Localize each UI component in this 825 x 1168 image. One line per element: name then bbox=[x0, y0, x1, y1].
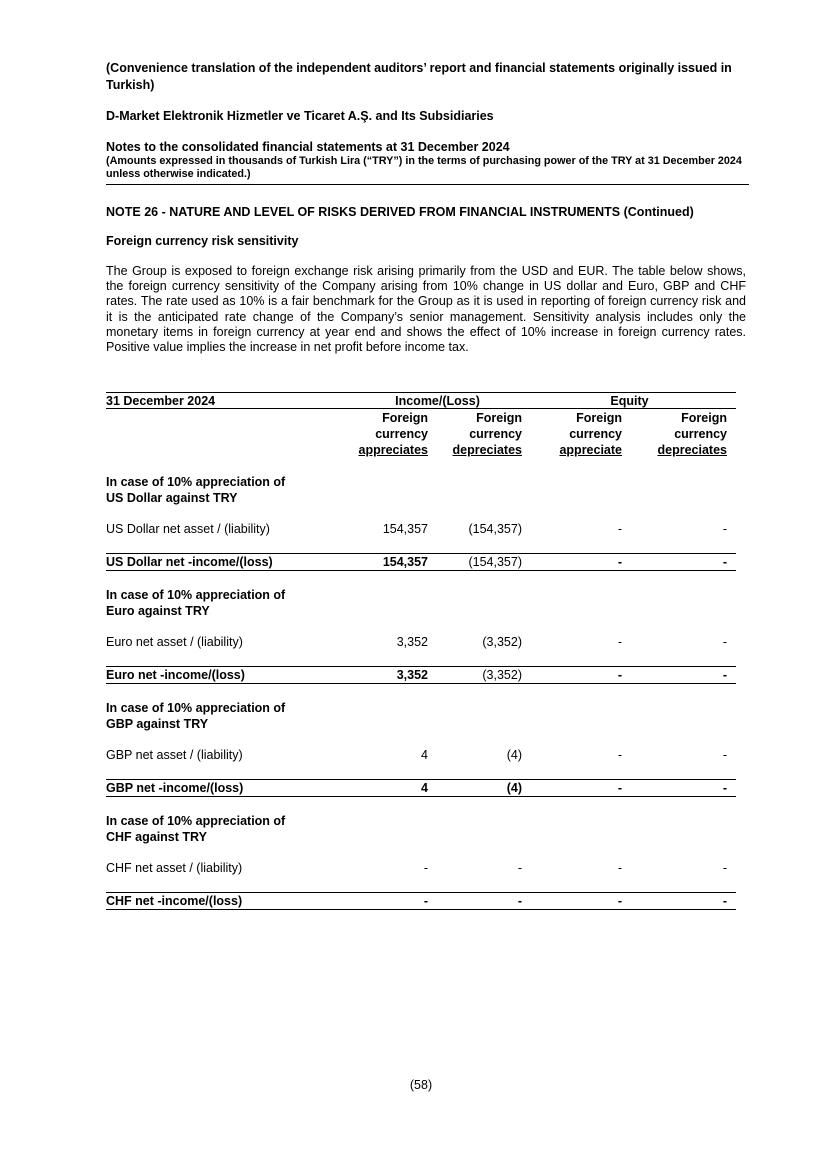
col-header-line: depreciates bbox=[657, 443, 727, 457]
chf-total-value-4: - bbox=[722, 894, 727, 908]
euro-total-rule-top bbox=[106, 666, 736, 667]
euro-asset-label: Euro net asset / (liability) bbox=[106, 635, 243, 649]
usd-total-rule-bottom bbox=[106, 570, 736, 571]
euro-asset-value-2: (3,352) bbox=[482, 635, 522, 649]
chf-total-value-3: - bbox=[617, 894, 622, 908]
section-subtitle: Foreign currency risk sensitivity bbox=[106, 234, 299, 248]
usd-asset-value-4: - bbox=[722, 522, 727, 536]
euro-asset-value-3: - bbox=[617, 635, 622, 649]
euro-total-label: Euro net -income/(loss) bbox=[106, 668, 245, 682]
company-name: D-Market Elektronik Hizmetler ve Ticaret A.Ş. and Its Subsidiaries bbox=[106, 109, 494, 123]
section-heading-line: GBP against TRY bbox=[106, 717, 209, 731]
translation-note: (Convenience translation of the independent auditors’ report and financial statements originally issued in Turkish) bbox=[106, 61, 732, 92]
chf-asset-label: CHF net asset / (liability) bbox=[106, 861, 243, 875]
gbp-asset-value-2: (4) bbox=[506, 748, 522, 762]
section-heading-line: CHF against TRY bbox=[106, 830, 207, 844]
euro-total-value-2: (3,352) bbox=[482, 668, 522, 682]
chf-asset-value-2: - bbox=[517, 861, 522, 875]
header-rule bbox=[106, 408, 736, 409]
gbp-total-value-1: 4 bbox=[421, 781, 428, 795]
col-header-income-depreciates bbox=[422, 410, 522, 458]
col-header-line: appreciates bbox=[358, 443, 428, 457]
gbp-asset-value-4: - bbox=[722, 748, 727, 762]
gbp-total-rule-top bbox=[106, 779, 736, 780]
usd-total-label: US Dollar net -income/(loss) bbox=[106, 555, 273, 569]
chf-asset-value-4: - bbox=[722, 861, 727, 875]
chf-asset-value-3: - bbox=[617, 861, 622, 875]
usd-total-rule-top bbox=[106, 553, 736, 554]
usd-asset-value-2: (154,357) bbox=[468, 522, 522, 536]
section-heading-euro bbox=[106, 587, 326, 619]
usd-total-value-1: 154,357 bbox=[382, 555, 428, 569]
usd-asset-value-1: 154,357 bbox=[382, 522, 428, 536]
equity-group-header: Equity bbox=[610, 394, 649, 408]
col-header-line: appreciate bbox=[559, 443, 622, 457]
gbp-total-value-2: (4) bbox=[506, 781, 522, 795]
usd-asset-label: US Dollar net asset / (liability) bbox=[106, 522, 270, 536]
euro-total-value-1: 3,352 bbox=[396, 668, 428, 682]
section-heading-chf bbox=[106, 813, 326, 845]
col-header-equity-appreciate bbox=[522, 410, 622, 458]
chf-total-rule-top bbox=[106, 892, 736, 893]
col-header-line: depreciates bbox=[452, 443, 522, 457]
col-header-line: Foreign bbox=[382, 411, 428, 425]
table-top-rule bbox=[106, 392, 736, 393]
chf-asset-value-1: - bbox=[423, 861, 428, 875]
euro-total-value-3: - bbox=[617, 668, 622, 682]
col-header-line: Foreign bbox=[576, 411, 622, 425]
chf-total-value-1: - bbox=[423, 894, 428, 908]
gbp-asset-label: GBP net asset / (liability) bbox=[106, 748, 243, 762]
gbp-total-rule-bottom bbox=[106, 796, 736, 797]
col-header-line: Foreign bbox=[476, 411, 522, 425]
chf-total-rule-bottom bbox=[106, 909, 736, 910]
statement-title: Notes to the consolidated financial statements at 31 December 2024 bbox=[106, 140, 510, 154]
col-header-line: currency bbox=[375, 427, 428, 441]
col-header-income-appreciates bbox=[328, 410, 428, 458]
table-date-label: 31 December 2024 bbox=[106, 394, 216, 408]
euro-asset-value-4: - bbox=[722, 635, 727, 649]
euro-total-rule-bottom bbox=[106, 683, 736, 684]
chf-total-label: CHF net -income/(loss) bbox=[106, 894, 243, 908]
section-heading-line: Euro against TRY bbox=[106, 604, 210, 618]
euro-asset-value-1: 3,352 bbox=[396, 635, 428, 649]
income-loss-group-header: Income/(Loss) bbox=[395, 394, 480, 408]
gbp-asset-value-1: 4 bbox=[421, 748, 428, 762]
gbp-total-label: GBP net -income/(loss) bbox=[106, 781, 244, 795]
gbp-total-value-4: - bbox=[722, 781, 727, 795]
col-header-line: currency bbox=[569, 427, 622, 441]
usd-total-value-4: - bbox=[722, 555, 727, 569]
euro-total-value-4: - bbox=[722, 668, 727, 682]
section-heading-gbp bbox=[106, 700, 326, 732]
col-header-line: Foreign bbox=[681, 411, 727, 425]
section-heading-line: US Dollar against TRY bbox=[106, 491, 238, 505]
note-title: NOTE 26 - NATURE AND LEVEL OF RISKS DERIVED FROM FINANCIAL INSTRUMENTS (Continued) bbox=[106, 205, 694, 219]
chf-total-value-2: - bbox=[517, 894, 522, 908]
usd-asset-value-3: - bbox=[617, 522, 622, 536]
usd-total-value-3: - bbox=[617, 555, 622, 569]
section-heading-line: In case of 10% appreciation of bbox=[106, 814, 286, 828]
gbp-total-value-3: - bbox=[617, 781, 622, 795]
section-heading-line: In case of 10% appreciation of bbox=[106, 475, 286, 489]
col-header-line: currency bbox=[674, 427, 727, 441]
col-header-equity-depreciates bbox=[627, 410, 727, 458]
body-paragraph: The Group is exposed to foreign exchange risk arising primarily from the USD and EUR. The table below shows, the foreign currency sensitivity of the Company arising from 10% change in US dollar and Euro, GBP and CHF rates. The rate used as 10% is a fair benchmark for the Group as it is used in reporting of foreign currency risk and it is the anticipated rate change of the Company’s senior management. Sensitivity analysis includes only the monetary items in foreign currency at year end and shows the effect of 10% increase in foreign currency rates. Positive value implies the increase in net profit before income tax. bbox=[106, 264, 746, 355]
col-header-line: currency bbox=[469, 427, 522, 441]
section-heading-line: In case of 10% appreciation of bbox=[106, 701, 286, 715]
usd-total-value-2: (154,357) bbox=[468, 555, 522, 569]
page-number: (58) bbox=[409, 1078, 433, 1092]
gbp-asset-value-3: - bbox=[617, 748, 622, 762]
section-heading-usd bbox=[106, 474, 326, 506]
amounts-note: (Amounts expressed in thousands of Turkish Lira (“TRY”) in the terms of purchasing power of the TRY at 31 December 2024 unless otherwise indicated.) bbox=[106, 155, 742, 180]
header-divider bbox=[106, 184, 749, 185]
section-heading-line: In case of 10% appreciation of bbox=[106, 588, 286, 602]
